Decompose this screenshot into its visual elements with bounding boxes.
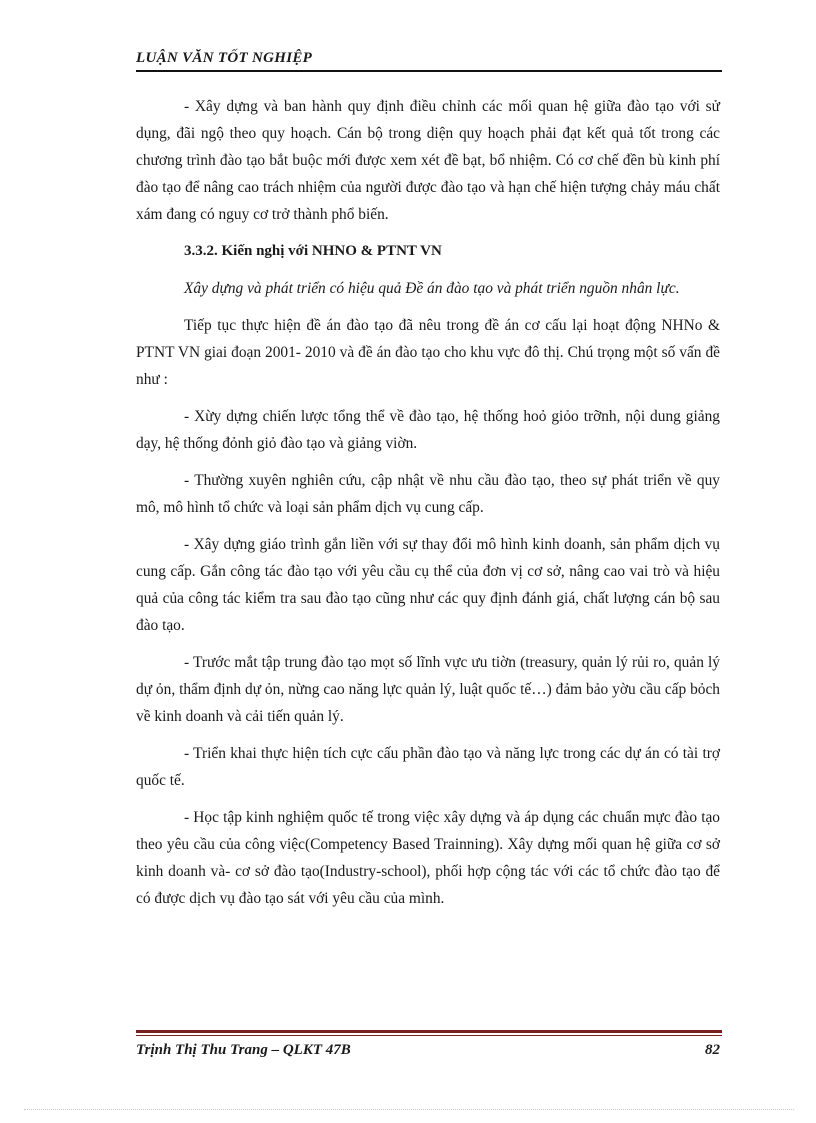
footer-author: Trịnh Thị Thu Trang – QLKT 47B [136, 1042, 351, 1058]
paragraph-1: - Xây dựng và ban hành quy định điều chỉnh các mối quan hệ giữa đào tạo với sử dụng, đãi ngộ theo quy hoạch. Cán bộ trong diện quy hoạch phải đạt kết quả tốt trong các chương trình đào tạo bắt buộc mới được xem xét đề bạt, bổ nhiệm. Có cơ chế đền bù kinh phí đào tạo để nâng cao trách nhiệm của người được đào tạo và hạn chế hiện tượng chảy máu chất xám đang có nguy cơ trở thành phổ biến. [136, 98, 720, 223]
section-heading: 3.3.2. Kiến nghị với NHNO & PTNT VN [184, 243, 442, 259]
paragraph-7: - Triển khai thực hiện tích cực cấu phần đào tạo và năng lực trong các dự án có tài trợ quốc tế. [136, 745, 720, 789]
page-header [136, 48, 722, 72]
paragraph-5: - Xây dựng giáo trình gắn liền với sự thay đổi mô hình kinh doanh, sản phẩm dịch vụ cung cấp. Gắn công tác đào tạo với yêu cầu cụ thể của đơn vị cơ sở, nâng cao vai trò và hiệu quả của công tác kiểm tra sau đào tạo cũng như các quy định đánh giá, chất lượng cán bộ sau đào tạo. [136, 536, 720, 634]
paragraph-8: - Học tập kinh nghiệm quốc tế trong việc xây dựng và áp dụng các chuẩn mực đào tạo theo yêu cầu của công việc(Competency Based Trainning). Xây dựng mối quan hệ giữa cơ sở kinh doanh và- cơ sở đào tạo(Industry-school), phối hợp cộng tác với các tổ chức đào tạo để có được dịch vụ đào tạo sát với yêu cầu của mình. [136, 809, 720, 907]
header-title: LUẬN VĂN TỐT NGHIỆP [136, 50, 313, 66]
page-body [136, 93, 720, 922]
page-footer [136, 1040, 720, 1060]
footer-rule-thick [136, 1030, 722, 1033]
paragraph-2: Tiếp tục thực hiện đề án đào tạo đã nêu trong đề án cơ cấu lại hoạt động NHNo & PTNT VN giai đoạn 2001- 2010 và đề án đào tạo cho khu vực đô thị. Chú trọng một số vấn đề như : [136, 317, 720, 388]
paragraph-6: - Trước mắt tập trung đào tạo mọt số lĩnh vực ưu tiờn (treasury, quản lý rủi ro, quản lý dự ỏn, thẩm định dự ỏn, nừng cao năng lực quản lý, luật quốc tế…) đảm bảo yờu cầu cấp bỏch về kinh doanh và cải tiến quản lý. [136, 654, 720, 725]
italic-lead-paragraph: Xây dựng và phát triển có hiệu quả Đề án đào tạo và phát triển nguồn nhân lực. [184, 280, 680, 297]
paragraph-3: - Xừy dựng chiến lược tổng thể về đào tạo, hệ thống hoỏ giỏo trỡnh, nội dung giảng dạy, hệ thống đỏnh giỏ đào tạo và giảng viờn. [136, 408, 720, 452]
page-number: 82 [705, 1042, 720, 1058]
page-bottom-edge [24, 1109, 794, 1110]
footer-rule-thin [136, 1035, 722, 1036]
paragraph-4: - Thường xuyên nghiên cứu, cập nhật về nhu cầu đào tạo, theo sự phát triển về quy mô, mô hình tổ chức và loại sản phẩm dịch vụ cung cấp. [136, 472, 720, 516]
